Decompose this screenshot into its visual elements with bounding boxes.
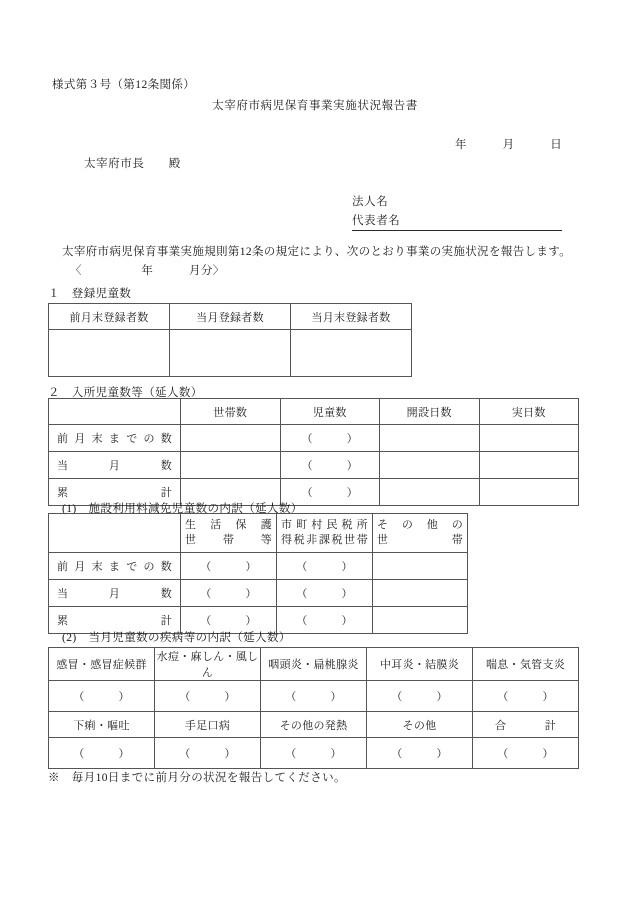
representative-name-field[interactable] xyxy=(352,211,562,231)
header-cell-children: 児童数 xyxy=(280,399,380,425)
cell-other-total[interactable] xyxy=(373,607,468,634)
header-cell-diarrhea-vomiting: 下痢・嘔吐 xyxy=(49,712,155,738)
table-row xyxy=(49,553,468,580)
row-label-cumulative: 累計 xyxy=(49,607,181,634)
value-cell-chickenpox-measles-rubella[interactable]: （ ） xyxy=(155,681,261,712)
section-1-heading: １ 登録児童数 xyxy=(48,288,132,300)
cell-tax-exempt-total[interactable]: （ ） xyxy=(277,607,373,634)
table-row xyxy=(49,425,579,452)
cell-open-days-prev[interactable] xyxy=(380,425,480,452)
cell-open-days-current[interactable] xyxy=(380,452,480,479)
cell-households-current[interactable] xyxy=(181,452,281,479)
header-cell-welfare-households: 生活保護 世帯等 xyxy=(181,514,277,553)
table-header-row xyxy=(49,712,579,738)
corner-cell xyxy=(49,514,181,553)
value-cell-cold-syndrome[interactable]: （ ） xyxy=(49,681,155,712)
value-cell-otitis-conjunctivitis[interactable]: （ ） xyxy=(367,681,473,712)
header-cell-open-days: 開設日数 xyxy=(380,399,480,425)
table-row xyxy=(49,452,579,479)
header-cell-pharyngitis-tonsillitis: 咽頭炎・扁桃腺炎 xyxy=(261,648,367,681)
cell-tax-exempt-prev[interactable]: （ ） xyxy=(277,553,373,580)
value-cell-current-month-registered[interactable] xyxy=(170,330,291,377)
value-cell-hand-foot-mouth[interactable]: （ ） xyxy=(155,738,261,769)
addressee-line: 太宰府市長 殿 xyxy=(84,158,181,170)
header-cell-other-fever: その他の発熱 xyxy=(261,712,367,738)
cell-children-prev[interactable]: （ ） xyxy=(280,425,380,452)
section-2-heading: ２ 入所児童数等（延人数） xyxy=(48,387,203,399)
cell-tax-exempt-current[interactable]: （ ） xyxy=(277,580,373,607)
header-cell-tax-exempt-households: 市町村民税所 得税非課税世帯 xyxy=(277,514,373,553)
header-cell-total: 合計 xyxy=(473,712,579,738)
value-cell-asthma-bronchitis[interactable]: （ ） xyxy=(473,681,579,712)
table-row xyxy=(49,330,412,377)
value-cell-other[interactable]: （ ） xyxy=(367,738,473,769)
header-cell-households: 世帯数 xyxy=(181,399,281,425)
date-field-line[interactable]: 年 月 日 xyxy=(455,139,563,151)
intro-paragraph: 太宰府市病児保育事業実施規則第12条の規定により、次のとおり事業の実施状況を報告します。 xyxy=(62,246,571,258)
header-cell-cold-syndrome: 感冒・感冒症候群 xyxy=(49,648,155,681)
reporting-period-field[interactable]: 〈 年 月分〉 xyxy=(70,265,225,277)
table-row xyxy=(49,304,412,330)
representative-name-label: 代表者名 xyxy=(352,215,401,227)
row-label-current-month: 当月数 xyxy=(49,452,181,479)
table-header-row xyxy=(49,514,468,553)
table-row xyxy=(49,681,579,712)
header-cell-chickenpox-measles-rubella: 水痘・麻しん・風しん xyxy=(155,648,261,681)
row-label-current-month: 当月数 xyxy=(49,580,181,607)
row-label-cumulative: 累計 xyxy=(49,479,181,506)
table-row xyxy=(49,580,468,607)
cell-households-prev[interactable] xyxy=(181,425,281,452)
table-header-row xyxy=(49,399,579,425)
admitted-children-table xyxy=(48,398,579,506)
cell-welfare-current[interactable]: （ ） xyxy=(181,580,277,607)
page-title: 太宰府市病児保育事業実施状況報告書 xyxy=(212,100,418,112)
cell-other-prev[interactable] xyxy=(373,553,468,580)
form-number: 様式第３号（第12条関係） xyxy=(52,79,196,91)
row-label-until-prev-month: 前月末までの数 xyxy=(49,553,181,580)
value-cell-total[interactable]: （ ） xyxy=(473,738,579,769)
header-cell-prev-month-registered: 前月末登録者数 xyxy=(49,304,170,330)
header-cell-hand-foot-mouth: 手足口病 xyxy=(155,712,261,738)
value-cell-pharyngitis-tonsillitis[interactable]: （ ） xyxy=(261,681,367,712)
cell-children-current[interactable]: （ ） xyxy=(280,452,380,479)
value-cell-diarrhea-vomiting[interactable]: （ ） xyxy=(49,738,155,769)
table-row xyxy=(49,738,579,769)
footnote-text: ※ 毎月10日までに前月分の状況を報告してください。 xyxy=(48,772,346,784)
cell-actual-days-prev[interactable] xyxy=(479,425,579,452)
header-cell-otitis-conjunctivitis: 中耳炎・結膜炎 xyxy=(367,648,473,681)
header-cell-current-month-registered: 当月登録者数 xyxy=(170,304,291,330)
header-cell-other: その他 xyxy=(367,712,473,738)
cell-welfare-total[interactable]: （ ） xyxy=(181,607,277,634)
value-cell-prev-month-registered[interactable] xyxy=(49,330,170,377)
corner-cell xyxy=(49,399,181,425)
cell-welfare-prev[interactable]: （ ） xyxy=(181,553,277,580)
disease-breakdown-table xyxy=(48,647,579,769)
section-4-heading: (2) 当月児童数の疾病等の内訳（延人数） xyxy=(62,632,291,644)
section-3-heading: (1) 施設利用料減免児童数の内訳（延人数） xyxy=(62,503,303,515)
registered-children-table xyxy=(48,303,412,377)
corporation-name-label: 法人名 xyxy=(352,196,389,208)
header-cell-actual-days: 実日数 xyxy=(479,399,579,425)
value-cell-other-fever[interactable]: （ ） xyxy=(261,738,367,769)
header-cell-other-households: その他の 世帯 xyxy=(373,514,468,553)
cell-other-current[interactable] xyxy=(373,580,468,607)
row-label-until-prev-month: 前月末までの数 xyxy=(49,425,181,452)
cell-open-days-total[interactable] xyxy=(380,479,480,506)
cell-children-total[interactable]: （ ） xyxy=(280,479,380,506)
value-cell-current-month-end-registered[interactable] xyxy=(291,330,412,377)
cell-actual-days-total[interactable] xyxy=(479,479,579,506)
table-header-row xyxy=(49,648,579,681)
cell-actual-days-current[interactable] xyxy=(479,452,579,479)
header-cell-current-month-end-registered: 当月末登録者数 xyxy=(291,304,412,330)
header-cell-asthma-bronchitis: 喘息・気管支炎 xyxy=(473,648,579,681)
fee-reduction-breakdown-table xyxy=(48,513,468,634)
